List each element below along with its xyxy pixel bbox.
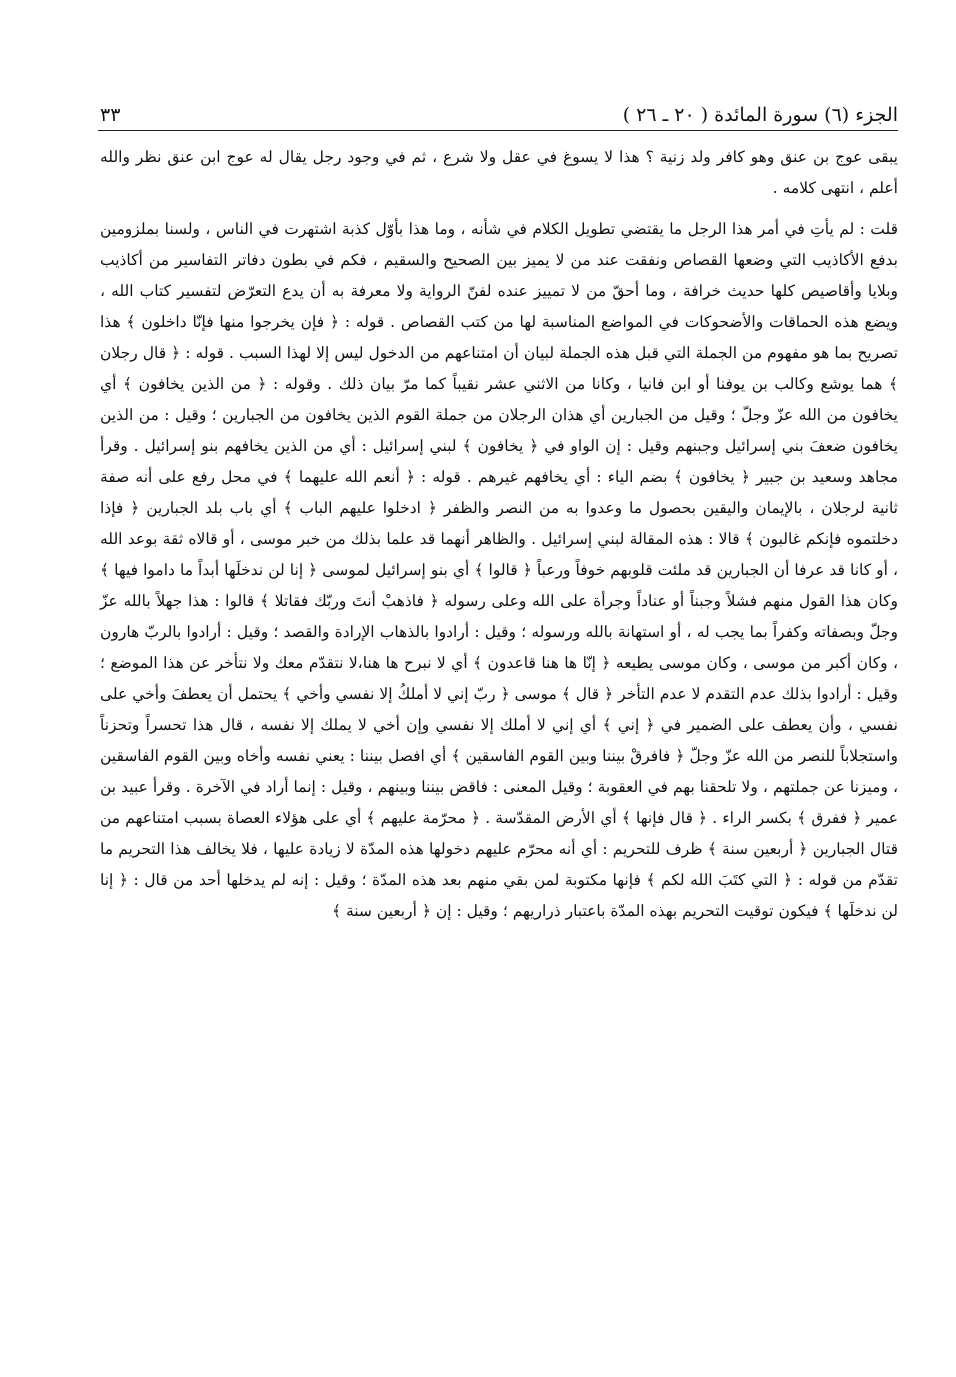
page-number: ٣٣ — [100, 104, 121, 126]
paragraph: قلت : لم يأتِ في أمر هذا الرجل ما يقتضي تطويل الكلام في شأنه ، وما هذا بأوّل كذبة اشتهرت في الناس ، ولسنا بملزومين بدفع الأكاذيب التي وضعها القصاص ونفقت عند من لا يميز بين الصحيح والسقيم ، فكم في بطون دفاتر التفاسير من أكاذيب وبلايا وأقاصيص كلها حديث خرافة ، وما أحقّ من لا تمييز عنده لفنّ الرواية ولا معرفة به أن يدع التعرّض لتفسير كتاب الله ، ويضع هذه الحماقات والأضحوكات في المواضع المناسبة لها من كتب القصاص . قوله : ﴿ فإن يخرجوا منها فإنّا داخلون ﴾ هذا تصريح بما هو مفهوم من الجملة التي قبل هذه الجملة لبيان أن امتناعهم من الدخول ليس إلا لهذا السبب . قوله : ﴿ قال رجلان ﴾ هما يوشع وكالب بن يوفنا أو ابن فانيا ، وكانا من الاثني عشر نقيباً كما مرّ بيان ذلك . وقوله : ﴿ من الذين يخافون ﴾ أي يخافون من الله عزّ وجلّ ؛ وقيل من الجبارين أي هذان الرجلان من جملة القوم الذين يخافون من الجبارين ؛ وقيل : من الذين يخافون ضعفَ بني إسرائيل وجبنهم وقيل : إن الواو في ﴿ يخافون ﴾ لبني إسرائيل : أي من الذين يخافهم بنو إسرائيل . وقرأ مجاهد وسعيد بن جبير ﴿ يخافون ﴾ بضم الياء : أي يخافهم غيرهم . قوله : ﴿ أنعم الله عليهما ﴾ في محل رفع على أنه صفة ثانية لرجلان ، بالإيمان واليقين بحصول ما وعدوا به من النصر والظفر ﴿ ادخلوا عليهم الباب ﴾ أي باب بلد الجبارين ﴿ فإذا دخلتموه فإنكم غالبون ﴾ قالا : هذه المقالة لبني إسرائيل . والظاهر أنهما قد علما بذلك من خبر موسى ، أو قالاه ثقة بوعد الله ، أو كانا قد عرفا أن الجبارين قد ملئت قلوبهم خوفاً ورعباً ﴿ قالوا ﴾ أي بنو إسرائيل لموسى ﴿ إنا لن ندخلَها أبداً ما داموا فيها ﴾ وكان هذا القول منهم فشلاً وجبناً أو عناداً وجرأة على الله وعلى رسوله ﴿ فاذهبْ أنتَ وربّك فقاتلا ﴾ قالوا : هذا جهلاً بالله عزّ وجلّ وبصفاته وكفراً بما يجب له ، أو استهانة بالله ورسوله ؛ وقيل : أرادوا بالذهاب الإرادة والقصد ؛ وقيل : أرادوا بالربّ هارون ، وكان أكبر من موسى ، وكان موسى يطيعه ﴿ إنّا ها هنا قاعدون ﴾ أي لا نبرح ها هنا،لا نتقدّم معك ولا نتأخر عن هذا الموضع ؛ وقيل : أرادوا بذلك عدم التقدم لا عدم التأخر ﴿ قال ﴾ موسى ﴿ ربّ إني لا أملكُ إلا نفسي وأخي ﴾ يحتمل أن يعطفَ وأخي على نفسي ، وأن يعطف على الضمير في ﴿ إني ﴾ أي إني لا أملك إلا نفسي وإن أخي لا يملك إلا نفسه ، قال هذا تحسراً وتحزناً واستجلاباً للنصر من الله عزّ وجلّ ﴿ فافرقْ بيننا وبين القوم الفاسقين ﴾ أي افصل بيننا : يعني نفسه وأخاه وبين القوم الفاسقين ، وميزنا عن جملتهم ، ولا تلحقنا بهم في العقوبة ؛ وقيل المعنى : فاقض بيننا وبينهم ، وقيل : إنما أراد في الآخرة . وقرأ عبيد بن عمير ﴿ ففرق ﴾ بكسر الراء . ﴿ قال فإنها ﴾ أي الأرض المقدّسة . ﴿ محرّمة عليهم ﴾ أي على هؤلاء العصاة بسبب امتناعهم من قتال الجبارين ﴿ أربعين سنة ﴾ ظرف للتحريم : أي أنه محرّم عليهم دخولها هذه المدّة لا زيادة عليها ، فلا يخالف هذا التحريم ما تقدّم من قوله : ﴿ التي كتَبَ الله لكم ﴾ فإنها مكتوبة لمن بقي منهم بعد هذه المدّة ؛ وقيل : إنه لم يدخلها أحد من قال : ﴿ إنا لن ندخلَها ﴾ فيكون توقيت التحريم بهذه المدّة باعتبار ذراريهم ؛ وقيل : إن ﴿ أربعين سنة ﴾ — [100, 220, 898, 920]
header-rule — [98, 130, 898, 131]
running-title: الجزء (٦) سورة المائدة ( ٢٠ ـ ٢٦ ) — [622, 104, 898, 126]
paragraph: يبقى عوج بن عنق وهو كافر ولد زنية ؟ هذا لا يسوغ في عقل ولا شرع ، ثم في وجود رجل يقال له عوج ابن عنق نظر والله أعلم ، انتهى كلامه . — [100, 148, 898, 197]
page-header — [100, 100, 898, 130]
page-body — [100, 142, 898, 927]
